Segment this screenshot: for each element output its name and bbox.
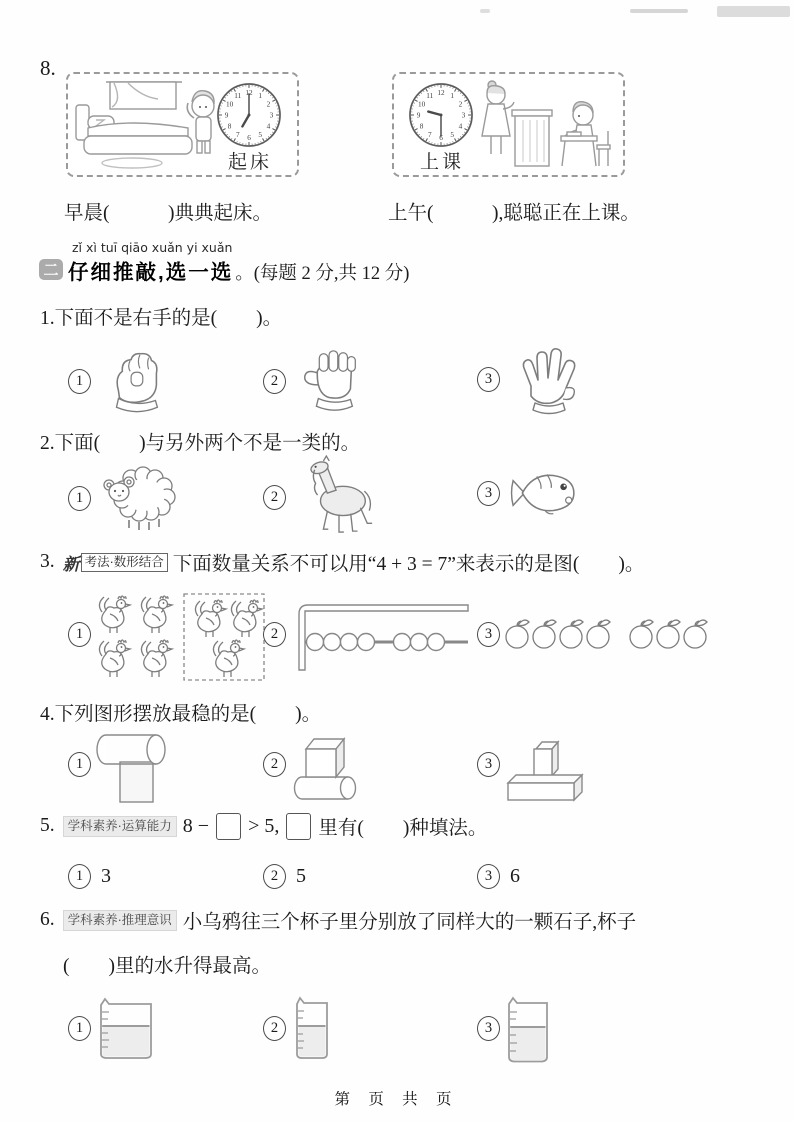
q5-skill-badge: 学科素养·运算能力 [63,816,177,837]
q3-new-badge: 新 [62,554,80,574]
q6-text-line2: ( )里的水升得最高。 [63,956,271,977]
q5-option-2-value: 5 [296,865,306,887]
open-hand-illustration [510,340,580,418]
q5-blank-box-1 [216,813,241,840]
box-on-flat-box-illustration [502,731,592,803]
q4-option-2-mark: 2 [263,752,286,777]
svg-text:8: 8 [419,122,424,131]
q8-number: 8. [40,56,56,80]
q3-text: 下面数量关系不可以用“4 + 3 = 7”来表示的是图( )。 [172,554,645,575]
scan-artifact-marks [630,9,688,13]
q5-formula-mid: > 5, [248,814,280,837]
page-footer: 第 页 共 页 [334,1091,459,1108]
q3-method-badge: 考法·数形结合 [81,553,168,572]
q1-option-3 [477,340,580,418]
q2-option-3 [477,470,578,516]
q1-option-1 [68,345,169,417]
scan-artifact-bar [717,6,790,17]
beaker-medium-illustration [506,996,550,1064]
svg-text:1: 1 [258,92,263,101]
q1-option-1-mark: 1 [68,369,91,394]
section-pinyin: zǐ xì tuī qiāo xuǎn yi xuǎn [72,240,233,255]
cylinder-on-box-illustration [96,731,174,803]
svg-text:12: 12 [245,89,253,98]
classroom-scene-illustration [479,78,619,172]
svg-text:2: 2 [266,100,271,109]
beaker-narrow-illustration [294,996,330,1060]
q3-option-1-mark: 1 [68,622,91,647]
q3-number: 3. [40,551,55,572]
section-title: 仔细推敲,选一选 [68,261,234,284]
q8-left-caption: 起床 [227,152,272,173]
q3-line [40,548,644,576]
cube-on-cylinder-illustration [290,731,368,803]
q2-text: 2.下面( )与另外两个不是一类的。 [40,433,361,454]
q3-option-3-mark: 3 [477,622,500,647]
q8-right-caption: 上课 [419,152,464,173]
q4-text: 4.下列图形摆放最稳的是( )。 [40,704,322,725]
class-clock [408,82,474,148]
q1-option-2-mark: 2 [263,369,286,394]
svg-text:1: 1 [450,92,455,101]
svg-text:4: 4 [458,122,463,131]
q1-option-3-mark: 3 [477,367,500,392]
q5-formula-pre: 8 − [182,814,210,837]
q5-option-2 [263,864,306,889]
q6-line1 [40,906,636,934]
scan-artifact-dots [480,9,490,13]
q2-option-1 [68,462,181,534]
q6-option-1-mark-wrap [68,1016,91,1041]
q4-option-1-mark-wrap [68,752,91,777]
q3-option-2-mark-wrap [263,622,286,647]
q3-option-3-mark-wrap [477,622,500,647]
svg-text:6: 6 [439,133,443,142]
q1-option-2 [263,345,364,417]
q6-number: 6. [40,909,55,930]
q5-option-1-mark: 1 [68,864,91,889]
svg-text:11: 11 [234,92,242,101]
q8-answer-right: 上午( ),聪聪正在上课。 [388,203,640,224]
svg-text:7: 7 [235,130,240,139]
q5-option-1-value: 3 [101,865,111,887]
bed-scene-illustration [70,78,220,170]
svg-text:10: 10 [225,100,234,109]
roosters-group-illustration [92,592,268,684]
wakeup-clock [216,82,282,148]
section-title-row [68,255,409,285]
q2-option-2 [263,458,382,536]
q6-option-3-mark: 3 [477,1016,500,1041]
thumb-out-hand-illustration [296,345,364,417]
q8-right-picture-box [392,72,625,177]
q6-text-line1: 小乌鸦往三个杯子里分别放了同样大的一颗石子,杯子 [182,912,637,933]
svg-text:7: 7 [427,130,432,139]
q8-left-picture-box [66,72,299,177]
svg-text:8: 8 [227,122,232,131]
q4-option-2-mark-wrap [263,752,286,777]
fist-hand-illustration [101,345,169,417]
fish-illustration [510,470,578,516]
svg-text:3: 3 [269,111,274,120]
q2-option-3-mark: 3 [477,481,500,506]
q6-option-3-mark-wrap [477,1016,500,1041]
q5-option-3-mark: 3 [477,864,500,889]
q5-blank-box-2 [286,813,311,840]
q1-text: 1.下面不是右手的是( )。 [40,308,283,329]
svg-text:2: 2 [458,100,463,109]
section-badge: 二 [39,259,63,280]
horse-illustration [296,458,382,536]
q3-option-1-mark-wrap [68,622,91,647]
q5-option-3-value: 6 [510,865,520,887]
water-fill [103,1026,150,1057]
svg-text:10: 10 [417,100,426,109]
svg-text:11: 11 [426,92,434,101]
section-score-note: 。(每题 2 分,共 12 分) [235,264,410,284]
q3-option-2-mark: 2 [263,622,286,647]
q6-option-2-mark-wrap [263,1016,286,1041]
svg-text:6: 6 [247,133,251,142]
q4-option-3-mark: 3 [477,752,500,777]
q5-formula-post: 里有( )种填法。 [318,818,488,839]
q5-number: 5. [40,815,55,836]
counting-frame-illustration [290,598,475,674]
apples-group-illustration [502,606,704,662]
svg-text:4: 4 [266,122,271,131]
q5-option-3 [477,864,520,889]
svg-text:9: 9 [416,111,421,120]
q4-option-3-mark-wrap [477,752,500,777]
q6-option-2-mark: 2 [263,1016,286,1041]
q8-answer-left: 早晨( )典典起床。 [64,203,272,224]
q5-option-2-mark: 2 [263,864,286,889]
beaker-wide-illustration [98,998,154,1060]
q6-option-1-mark: 1 [68,1016,91,1041]
q4-option-1-mark: 1 [68,752,91,777]
svg-text:9: 9 [224,111,229,120]
svg-text:5: 5 [258,130,263,139]
svg-text:12: 12 [437,89,445,98]
q6-skill-badge: 学科素养·推理意识 [63,910,177,931]
sheep-illustration [101,462,181,534]
q2-option-1-mark: 1 [68,486,91,511]
q2-option-2-mark: 2 [263,485,286,510]
q5-option-1 [68,864,111,889]
q5-line [40,812,487,840]
svg-text:3: 3 [461,111,466,120]
svg-text:5: 5 [450,130,455,139]
